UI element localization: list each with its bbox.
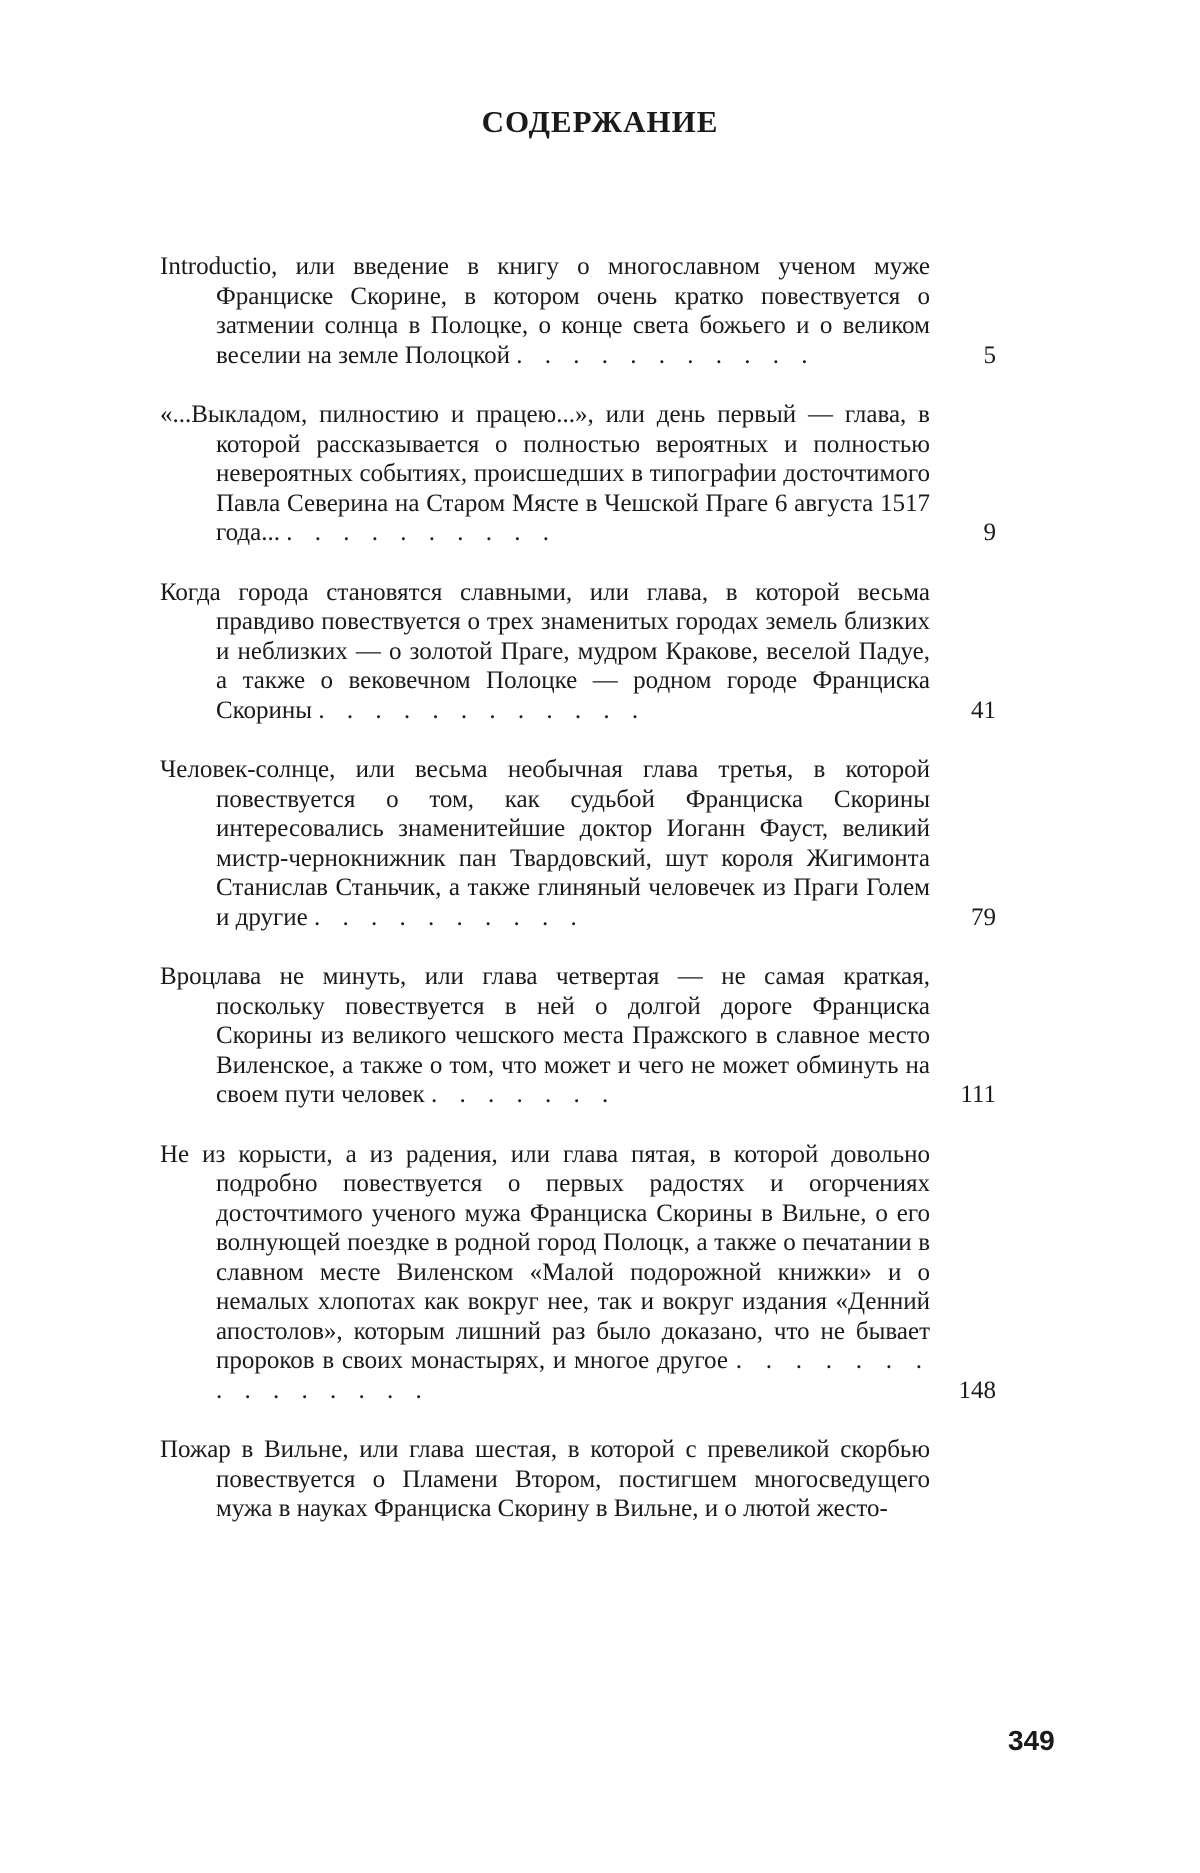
leader-dots: . . . . . . . . . . [286,519,557,546]
toc-page-number: 9 [983,519,996,546]
toc-entry [160,252,1020,370]
toc-entry [160,755,1020,932]
page-title: СОДЕРЖАНИЕ [481,104,719,139]
table-of-contents [160,252,1020,1524]
toc-page-number: 111 [960,1081,996,1108]
toc-entry [160,1140,1020,1406]
toc-entry [160,962,1020,1110]
leader-dots: . . . . . . . [430,1081,617,1108]
toc-entry [160,578,1020,726]
toc-entry-text: Человек-солнце, или весьма необычная глава третья, в которой повествуется о том, как судьбой Франциска Скорины интересовались знаменитейшие доктор Иоганн Фауст, великий мистр-чернокнижник пан Твардовский, шут короля Жигимонта Станислав Станьчик, а также глиняный человечек из Праги Голем и другие [160,756,930,931]
page-number: 349 [1008,1725,1055,1756]
leader-dots: . . . . . . . . . . . . . . . [216,1347,931,1404]
toc-entry-text: «...Выкладом, пилностию и працею...», или день первый — глава, в которой рассказывается о полностью вероятных и полностью невероятных событиях, происшедших в типографии досточтимого Павла Северина на Старом Мясте в Чешской Праге 6 августа 1517 года... [160,401,930,546]
toc-entry-text: Не из корысти, а из радения, или глава пятая, в которой довольно подробно повествуется о первых радостях и огорчениях досточтимого ученого мужа Франциска Скорины в Вильне, о его волнующей поездке в родной город Полоцк, а также о печатании в славном месте Виленском «Малой подорожной книжки» и о немалых хлопотах как вокруг нее, так и вокруг издания «Денний апостолов», которым лишний раз было доказано, что не бывает пророков в своих монастырях, и многое другое [160,1140,930,1374]
toc-page-number: 148 [958,1376,996,1404]
toc-entry-text: Вроцлава не минуть, или глава четвертая — не самая краткая, поскольку повествуется в ней о долгой дороге Франциска Скорины из великого чешского места Пражского в славное место Виленское, а также о том, что может и чего не может обминуть на своем пути человек [160,963,930,1108]
toc-page-number: 79 [971,903,996,931]
toc-entry [160,400,1020,548]
leader-dots: . . . . . . . . . . . [516,341,816,369]
toc-page-number: 5 [983,341,996,369]
toc-entry-text: Пожар в Вильне, или глава шестая, в которой с превеликой скорбью повествуется о Пламени Втором, постигшем многосведущего мужа в науках Франциска Скорину в Вильне, и о лютой жесто- [160,1436,930,1522]
toc-page-number: 41 [971,696,996,724]
toc-entry-text: Introductio, или введение в книгу о многославном ученом муже Франциске Скорине, в котором очень кратко повествуется о затмении солнца в Полоцке, о конце света божьего и о великом веселии на земле Полоцкой [160,253,930,369]
leader-dots: . . . . . . . . . . [314,903,585,931]
toc-entry [160,1435,1020,1524]
leader-dots: . . . . . . . . . . . . [318,696,647,724]
toc-entry-text: Когда города становятся славными, или глава, в которой весьма правдиво повествуется о трех знаменитых городах земель близких и неблизких — о золотой Праге, мудром Кракове, веселой Падуе, а также о вековечном Полоцке — родном городе Франциска Скорины [160,578,930,724]
